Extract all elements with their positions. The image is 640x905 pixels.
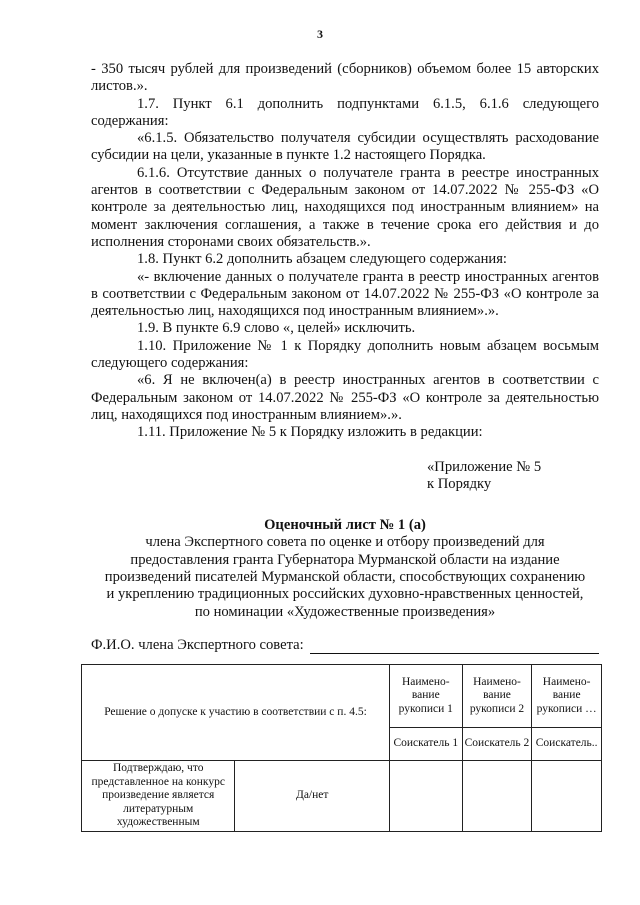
paragraph: 1.10. Приложение № 1 к Порядку дополнить новым абзацем восьмым следующего содержания: [91, 337, 599, 372]
fio-label: Ф.И.О. члена Экспертного совета: [91, 636, 304, 653]
score-cell-2[interactable] [462, 761, 532, 832]
subtitle-line: произведений писателей Мурманской области, способствующих сохранению [104, 569, 586, 586]
appendix-line: к Порядку [427, 475, 492, 492]
paragraph: 1.11. Приложение № 5 к Порядку изложить в редакции: [137, 424, 483, 441]
paragraph: - 350 тысяч рублей для произведений (сборников) объемом более 15 авторских листов.». [91, 61, 599, 95]
page-number: 3 [317, 27, 323, 41]
paragraph: «6.1.5. Обязательство получателя субсидии осуществлять расходование субсидии на цели, указанные в пункте 1.2 настоящего Порядка. [91, 130, 599, 164]
admission-decision-header: Решение о допуске к участию в соответствии с п. 4.5: [82, 665, 390, 761]
manuscript-2-header: Наимено-вание рукописи 2 [462, 665, 532, 728]
applicant-n-header: Соискатель.. [532, 728, 602, 761]
score-cell-1[interactable] [389, 761, 462, 832]
subtitle-line: предоставления гранта Губернатора Мурманской области на издание [130, 551, 560, 568]
manuscript-1-header: Наимено-вание рукописи 1 [389, 665, 462, 728]
paragraph: 1.7. Пункт 6.1 дополнить подпунктами 6.1.5, 6.1.6 следующего содержания: [91, 95, 599, 129]
fio-underline[interactable] [310, 639, 599, 654]
evaluation-table [81, 664, 602, 832]
fio-row [91, 637, 599, 654]
sheet-title: Оценочный лист № 1 (а) [264, 517, 426, 534]
paragraph: «- включение данных о получателе гранта в реестр иностранных агентов в соответствии с Федеральным законом от 14.07.2022 № 255-ФЗ «О контроле за деятельностью лиц, находящихся под иностранным влиянием».». [91, 268, 599, 320]
paragraph: 1.9. В пункте 6.9 слово «, целей» исключить. [137, 320, 416, 337]
score-cell-n[interactable] [532, 761, 602, 832]
criterion-cell: Подтверждаю, что представленное на конкурс произведение является литературным художественным [82, 761, 235, 832]
applicant-2-header: Соискатель 2 [462, 728, 532, 761]
subtitle-line: по номинации «Художественные произведения» [194, 603, 496, 620]
subtitle-line: члена Экспертного совета по оценке и отбору произведений для [145, 534, 545, 551]
appendix-line: «Приложение № 5 [427, 458, 542, 475]
sheet-subtitle [91, 534, 599, 620]
answer-cell: Да/нет [235, 761, 389, 832]
manuscript-n-header: Наимено-вание рукописи … [532, 665, 602, 728]
paragraph: 6.1.6. Отсутствие данных о получателе гранта в реестре иностранных агентов в соответствии с Федеральным законом от 14.07.2022 № 255-ФЗ «О контроле за деятельностью лиц, находящихся под иностранным влиянием» на момент заключения соглашения, а также в течение срока его действия и до исполнения сторонами своих обязательств.». [91, 164, 599, 250]
applicant-1-header: Соискатель 1 [389, 728, 462, 761]
subtitle-line: и укреплению традиционных российских духовно-нравственных ценностей, [106, 586, 584, 603]
document-body [91, 61, 599, 654]
paragraph: «6. Я не включен(а) в реестр иностранных агентов в соответствии с Федеральным законом от 14.07.2022 № 255-ФЗ «О контроле за деятельностью лиц, находящихся под иностранным влиянием».». [91, 372, 599, 423]
appendix-reference [427, 459, 599, 494]
paragraph: 1.8. Пункт 6.2 дополнить абзацем следующего содержания: [137, 251, 507, 268]
